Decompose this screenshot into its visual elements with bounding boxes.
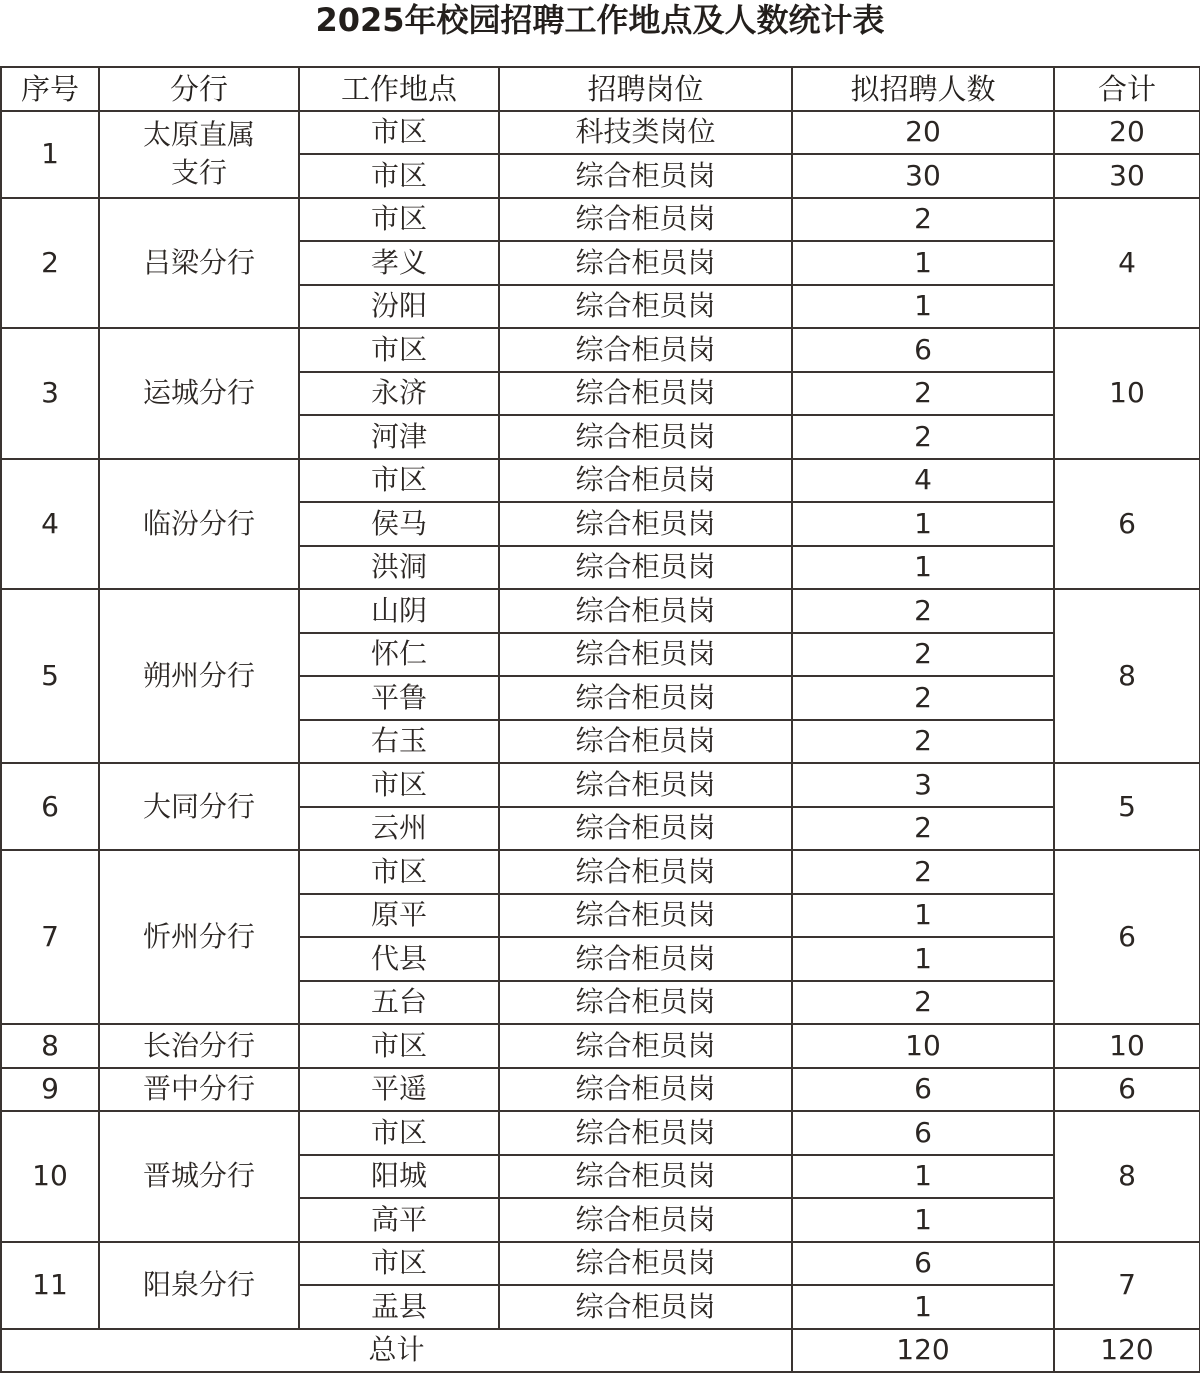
cell-total: 10 <box>1054 328 1200 459</box>
cell-position: 综合柜员岗 <box>499 415 792 459</box>
cell-branch: 阳泉分行 <box>99 1242 299 1329</box>
cell-location: 右玉 <box>299 720 499 764</box>
cell-count: 2 <box>792 372 1054 416</box>
cell-count: 1 <box>792 1198 1054 1242</box>
cell-no: 11 <box>1 1242 99 1329</box>
cell-count: 2 <box>792 807 1054 851</box>
header-count: 拟招聘人数 <box>792 67 1054 111</box>
cell-position: 综合柜员岗 <box>499 763 792 807</box>
cell-branch <box>99 111 299 198</box>
cell-count: 6 <box>792 1111 1054 1155</box>
cell-location: 市区 <box>299 850 499 894</box>
cell-total: 6 <box>1054 1068 1200 1112</box>
summary-total: 120 <box>1054 1329 1200 1373</box>
table-row <box>1 850 1200 894</box>
cell-position: 综合柜员岗 <box>499 894 792 938</box>
cell-location: 河津 <box>299 415 499 459</box>
cell-position: 综合柜员岗 <box>499 981 792 1025</box>
summary-row <box>1 1329 1200 1373</box>
cell-location: 洪洞 <box>299 546 499 590</box>
cell-location: 高平 <box>299 1198 499 1242</box>
cell-position: 综合柜员岗 <box>499 1242 792 1286</box>
cell-count: 2 <box>792 198 1054 242</box>
cell-position: 综合柜员岗 <box>499 720 792 764</box>
cell-position: 综合柜员岗 <box>499 807 792 851</box>
cell-total: 8 <box>1054 589 1200 763</box>
cell-position: 综合柜员岗 <box>499 676 792 720</box>
cell-branch: 吕梁分行 <box>99 198 299 329</box>
cell-branch: 忻州分行 <box>99 850 299 1024</box>
cell-count: 2 <box>792 720 1054 764</box>
table-row <box>1 111 1200 155</box>
cell-location: 代县 <box>299 937 499 981</box>
recruitment-table <box>0 66 1200 1373</box>
cell-location: 市区 <box>299 328 499 372</box>
table-row <box>1 328 1200 372</box>
cell-location: 原平 <box>299 894 499 938</box>
cell-position: 综合柜员岗 <box>499 850 792 894</box>
cell-location: 市区 <box>299 1024 499 1068</box>
cell-no: 1 <box>1 111 99 198</box>
cell-location: 汾阳 <box>299 285 499 329</box>
cell-count: 1 <box>792 1285 1054 1329</box>
cell-position: 综合柜员岗 <box>499 372 792 416</box>
cell-no: 10 <box>1 1111 99 1242</box>
cell-total: 20 <box>1054 111 1200 155</box>
cell-branch: 运城分行 <box>99 328 299 459</box>
cell-location: 孝义 <box>299 241 499 285</box>
cell-position: 综合柜员岗 <box>499 198 792 242</box>
cell-count: 1 <box>792 894 1054 938</box>
cell-position: 综合柜员岗 <box>499 459 792 503</box>
table-row <box>1 1242 1200 1286</box>
header-location: 工作地点 <box>299 67 499 111</box>
cell-count: 2 <box>792 981 1054 1025</box>
cell-count: 2 <box>792 589 1054 633</box>
cell-count: 20 <box>792 111 1054 155</box>
cell-total: 30 <box>1054 154 1200 198</box>
cell-count: 2 <box>792 676 1054 720</box>
cell-count: 2 <box>792 415 1054 459</box>
table-row <box>1 198 1200 242</box>
cell-count: 30 <box>792 154 1054 198</box>
cell-position: 科技类岗位 <box>499 111 792 155</box>
cell-position: 综合柜员岗 <box>499 633 792 677</box>
cell-location: 市区 <box>299 459 499 503</box>
cell-count: 1 <box>792 937 1054 981</box>
cell-total: 5 <box>1054 763 1200 850</box>
cell-count: 2 <box>792 633 1054 677</box>
cell-count: 3 <box>792 763 1054 807</box>
cell-location: 云州 <box>299 807 499 851</box>
cell-count: 1 <box>792 502 1054 546</box>
cell-no: 6 <box>1 763 99 850</box>
summary-count: 120 <box>792 1329 1054 1373</box>
cell-position: 综合柜员岗 <box>499 285 792 329</box>
cell-location: 市区 <box>299 1111 499 1155</box>
header-row <box>1 67 1200 111</box>
cell-branch: 朔州分行 <box>99 589 299 763</box>
cell-count: 6 <box>792 1242 1054 1286</box>
cell-total: 6 <box>1054 850 1200 1024</box>
cell-location: 平遥 <box>299 1068 499 1112</box>
cell-branch: 晋城分行 <box>99 1111 299 1242</box>
cell-position: 综合柜员岗 <box>499 154 792 198</box>
cell-no: 4 <box>1 459 99 590</box>
cell-total: 4 <box>1054 198 1200 329</box>
cell-no: 2 <box>1 198 99 329</box>
cell-branch: 大同分行 <box>99 763 299 850</box>
cell-location: 市区 <box>299 198 499 242</box>
cell-location: 平鲁 <box>299 676 499 720</box>
cell-branch: 临汾分行 <box>99 459 299 590</box>
table-row <box>1 459 1200 503</box>
cell-count: 2 <box>792 850 1054 894</box>
cell-count: 6 <box>792 1068 1054 1112</box>
cell-count: 1 <box>792 546 1054 590</box>
cell-location: 怀仁 <box>299 633 499 677</box>
cell-count: 4 <box>792 459 1054 503</box>
cell-position: 综合柜员岗 <box>499 1285 792 1329</box>
cell-position: 综合柜员岗 <box>499 937 792 981</box>
table-row <box>1 589 1200 633</box>
cell-position: 综合柜员岗 <box>499 328 792 372</box>
header-position: 招聘岗位 <box>499 67 792 111</box>
table-row <box>1 1024 1200 1068</box>
cell-position: 综合柜员岗 <box>499 1068 792 1112</box>
cell-location: 五台 <box>299 981 499 1025</box>
cell-total: 6 <box>1054 459 1200 590</box>
table-body <box>1 111 1200 1373</box>
cell-no: 8 <box>1 1024 99 1068</box>
cell-total: 8 <box>1054 1111 1200 1242</box>
table-title: 2025年校园招聘工作地点及人数统计表 <box>315 1 885 39</box>
header-no: 序号 <box>1 67 99 111</box>
cell-total: 10 <box>1054 1024 1200 1068</box>
cell-no: 3 <box>1 328 99 459</box>
cell-branch: 晋中分行 <box>99 1068 299 1112</box>
cell-count: 1 <box>792 241 1054 285</box>
table-row <box>1 1068 1200 1112</box>
cell-position: 综合柜员岗 <box>499 1024 792 1068</box>
cell-position: 综合柜员岗 <box>499 589 792 633</box>
cell-location: 山阴 <box>299 589 499 633</box>
header-branch: 分行 <box>99 67 299 111</box>
cell-no: 9 <box>1 1068 99 1112</box>
cell-position: 综合柜员岗 <box>499 1155 792 1199</box>
cell-count: 1 <box>792 1155 1054 1199</box>
header-total: 合计 <box>1054 67 1200 111</box>
cell-location: 市区 <box>299 154 499 198</box>
cell-position: 综合柜员岗 <box>499 1198 792 1242</box>
cell-no: 7 <box>1 850 99 1024</box>
cell-location: 永济 <box>299 372 499 416</box>
cell-location: 市区 <box>299 111 499 155</box>
cell-position: 综合柜员岗 <box>499 502 792 546</box>
cell-branch: 长治分行 <box>99 1024 299 1068</box>
cell-count: 6 <box>792 328 1054 372</box>
cell-position: 综合柜员岗 <box>499 1111 792 1155</box>
cell-location: 市区 <box>299 763 499 807</box>
summary-label: 总计 <box>1 1329 792 1373</box>
cell-total: 7 <box>1054 1242 1200 1329</box>
table-row <box>1 763 1200 807</box>
branch-name: 太原直属支行 <box>142 118 255 189</box>
cell-no: 5 <box>1 589 99 763</box>
cell-position: 综合柜员岗 <box>499 546 792 590</box>
cell-count: 10 <box>792 1024 1054 1068</box>
cell-location: 盂县 <box>299 1285 499 1329</box>
cell-location: 侯马 <box>299 502 499 546</box>
cell-location: 阳城 <box>299 1155 499 1199</box>
cell-location: 市区 <box>299 1242 499 1286</box>
cell-position: 综合柜员岗 <box>499 241 792 285</box>
cell-count: 1 <box>792 285 1054 329</box>
table-row <box>1 1111 1200 1155</box>
